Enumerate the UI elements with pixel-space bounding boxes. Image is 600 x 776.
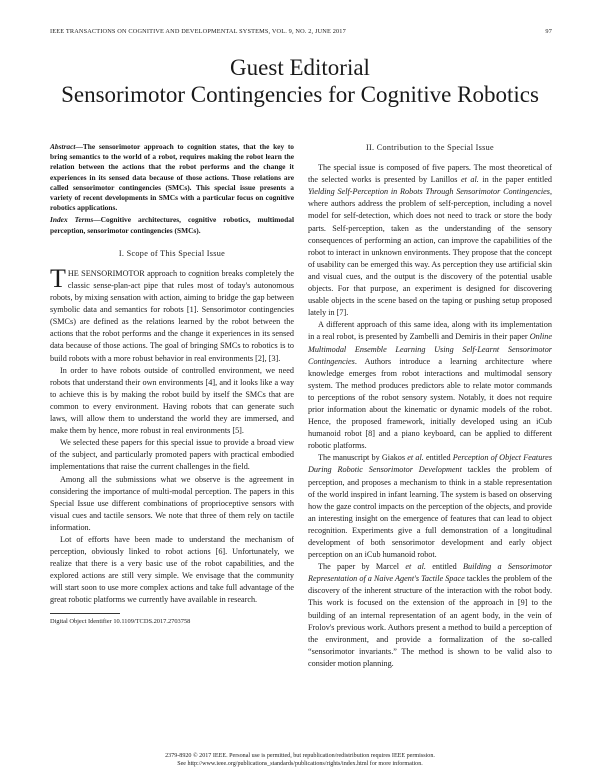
copyright-footer	[0, 752, 600, 768]
right-column	[308, 142, 552, 670]
s2p1-etal: et al.	[460, 175, 479, 185]
abstract-text: —The sensorimotor approach to cognition states, that the key to bring semantics to the world of a robot, requires making the robot learn the relation between the actions that the robot performs and the change it experiences in its sensed data because of those actions. Those relations are called sensorimotor contingencies (SMCs). This special issue presents a variety of recent developments in SMCs with a particular focus on cognitive robotics applications.	[50, 142, 294, 213]
s2p3-a: The manuscript by Giakos	[318, 453, 408, 463]
s2p3-etal: et al.	[407, 453, 424, 463]
s2p3-paper-title: Perception of Object Features During Robotic Sensorimotor Development	[308, 453, 553, 475]
s2p1-paper-title: Yielding Self-Perception in Robots Through Sensorimotor Contingencies	[308, 187, 550, 197]
s2p4-a: The paper by Marcel	[318, 562, 406, 572]
index-terms	[50, 215, 294, 235]
s2p1-c: , where authors address the problem of self-perception, including a novel model for self-detection, which does not need to track or store the body parts. Self-perception, taken as the understanding of the sensory consequences of performing an action, can improve the capabilities of the robot to interact in unknown environments. They propose that the concept of usability can be emerged this way. As perception they use artificial skin and visual cues, and the output is the discovery of the potential usable objects. For that purpose, an experiment is designed for discovering usable objects in the scene based on the taping or pushing setup proposed lately in [7].	[308, 187, 552, 318]
footer-line-1: 2379-8920 © 2017 IEEE. Personal use is permitted, but republication/redistribution requires IEEE permission.	[165, 753, 435, 759]
s2p4-c: tackles the problem of the discovery of the inherent structure of the interaction with the robot body. This work is focused on the extension of the approach in [9] to the building of an internal representation of an agent body, in the vein of Frolov's previous work. Authors present a method to build a perception of the environment, and provide a formalization of the so-called “sensorimotor invariants.” The method is shown to be valid also to consider motion planning.	[308, 574, 553, 668]
section-2-paragraph-3	[308, 452, 552, 561]
section-1-paragraph-2: In order to have robots outside of controlled environment, we need robots that understand their own environments [4], and it looks like a way to achieve this is by making the robot build by itself the SMCs that are common to every environment. Having robots that can generate such laws, will allow them to understand the world they are immersed, and make them by hence, more robust in real environments [5].	[50, 365, 294, 436]
s2p2-paper-title: Online Multimodal Ensemble Learning Using Self-Learnt Sensorimotor Contingencies	[308, 332, 552, 366]
s2p3-b: entitled	[423, 453, 453, 463]
section-1-paragraph-5: Lot of efforts have been made to understand the mechanism of perception, obviously linked to robot actions [6]. Unfortunately, we realize that there is a very basic use of the robot capabilities, and the explored actions are still very simple. We envisage that the community will start soon to use more complex actions and take full advantage of the great robotic platforms we currently have available in research.	[50, 534, 294, 605]
section-2-paragraph-2	[308, 319, 552, 452]
title-line-2: Sensorimotor Contingencies for Cognitive Robotics	[61, 82, 539, 107]
section-2-heading: II. Contribution to the Special Issue	[366, 143, 494, 152]
section-1-paragraph-4: Among all the submissions what we observe is the agreement in considering the importance of multi-modal perception. The papers in this Special Issue use different combinations of proprioceptive sensors with visual cues and tactile sensors. We note that three of them rely on tactile information.	[50, 474, 294, 532]
footer-line-2: See http://www.ieee.org/publications_standards/publications/rights/index.html for more information.	[177, 761, 423, 767]
s2p4-b: entitled	[425, 562, 464, 572]
journal-name: IEEE TRANSACTIONS ON COGNITIVE AND DEVELOPMENTAL SYSTEMS, VOL. 9, NO. 2, JUNE 2017	[50, 28, 346, 35]
paper-title	[0, 54, 600, 108]
s2p4-paper-title: Building a Sensorimotor Representation of a Naive Agent's Tactile Space	[308, 562, 552, 584]
section-1-paragraph-1	[50, 263, 294, 365]
section-1-heading: I. Scope of This Special Issue	[118, 248, 226, 258]
running-head	[50, 28, 552, 35]
index-terms-text: —Cognitive architectures, cognitive robotics, multimodal perception, sensorimotor contingencies (SMCs).	[50, 215, 294, 235]
drop-cap: T	[50, 263, 66, 293]
left-column	[50, 142, 294, 626]
s2p2-b: . Authors introduce a learning architecture where knowledge emerges from robot interactions and multimodal sensory system. The method produces predictors able to relate motor commands to perceptions of the robot sensory system. Notably, it does not require prior information about the kinematic or dynamic models of the robot. Hence, the proposed framework, initially developed using an iCub humanoid robot [8] and a piano keyboard, can be applied to different robotic platforms.	[308, 356, 552, 451]
section-2-paragraph-1	[308, 162, 552, 319]
drop-word: HE SENSORIMOTOR	[67, 268, 145, 278]
section-1-paragraph-3: We selected these papers for this special issue to provide a broad view of the subject, and particularly promoted papers with practical embodied implementations that raise the current challenges in the field.	[50, 438, 294, 472]
section-2-paragraph-4	[308, 561, 552, 670]
s2p1-a: The special issue is composed of five papers. The most theoretical of the selected works is presented by Lanillos	[308, 163, 552, 185]
abstract-label: Abstract	[50, 142, 76, 151]
footnote-rule	[50, 613, 120, 614]
abstract	[50, 142, 294, 213]
s2p2-a: A different approach of this same idea, along with its implementation in a real robot, is presented by Zambelli and Demiris in their paper	[308, 320, 552, 342]
s2p3-c: tackles the problem of perception, and proposes a mechanism to think in a stable representation of the world inspired in infant learning. The system is based on observing how the gaze control impacts on the perception of the objects, and provide an interesting insight on the emergence of features that can lead to object recognition. Experiments give a full demonstration of a longitudinal development of both sensorimotor development and early object perception on an iCub humanoid robot.	[308, 465, 552, 560]
section-1-p1-text: approach to cognition breaks completely the classic sense-plan-act pipe that rules most of today's autonomous robots, by mixing sensation with action, aiming to bridge the gap between symbolic data and semantics for robots [1]. Sensorimotor contingencies (SMCs) are defined as the relations learned by the robot between the actions that the robot performs and the change it experiences in its sensed data because of those actions. The goal of bringing SMCs to robotics is to build robots with a more robust behavior in real environments [2], [3].	[50, 268, 294, 363]
page-number: 97	[545, 28, 552, 35]
title-line-1: Guest Editorial	[230, 55, 370, 80]
index-terms-label: Index Terms	[50, 215, 94, 225]
doi-footnote: Digital Object Identifier 10.1109/TCDS.2017.2703758	[50, 617, 191, 625]
s2p4-etal: et al.	[405, 562, 426, 572]
s2p1-b: in the paper entitled	[478, 175, 553, 185]
